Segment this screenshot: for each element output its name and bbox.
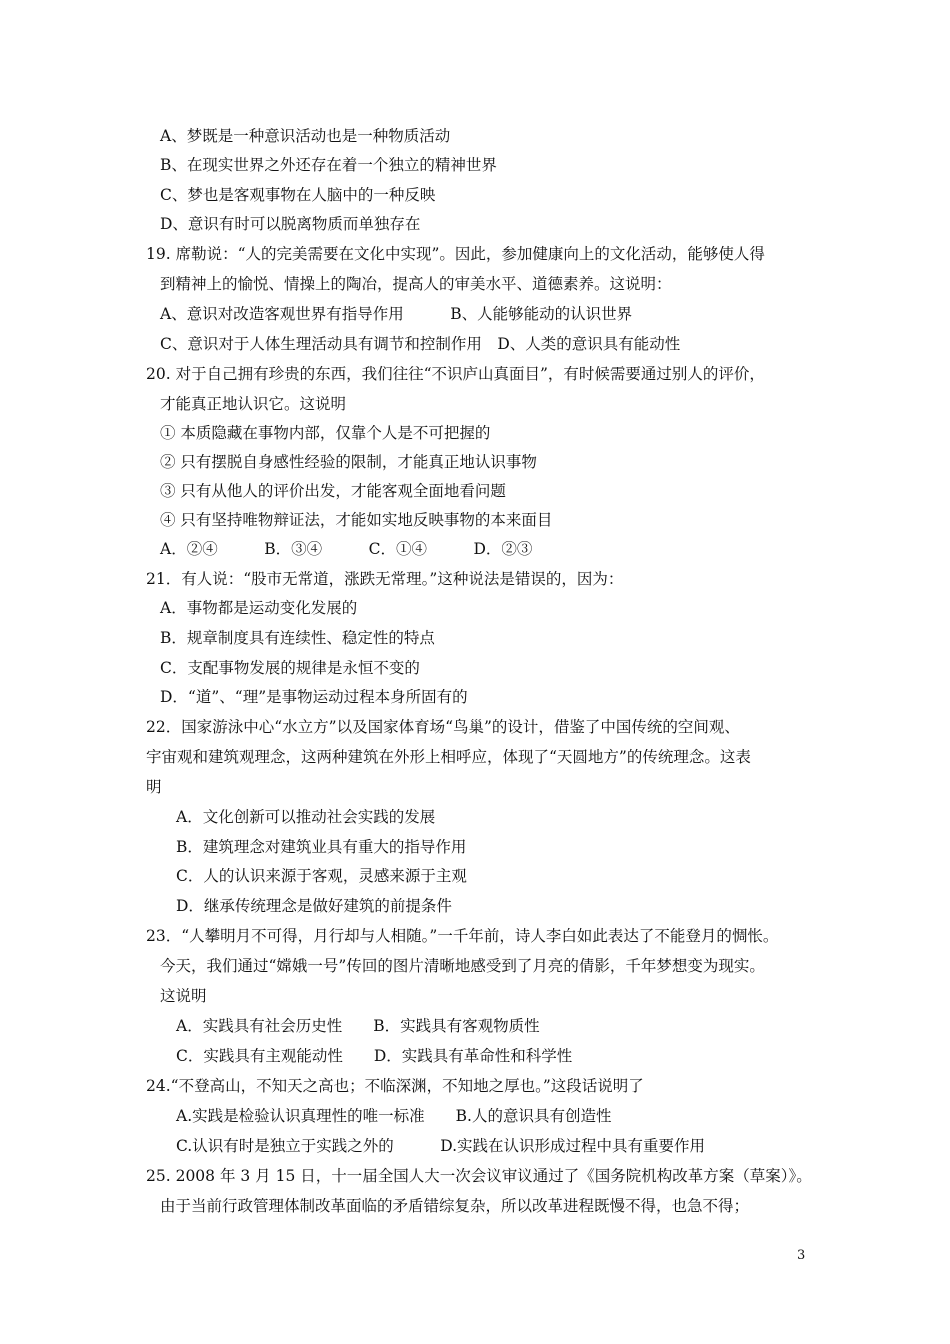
option-22-a: A．文化创新可以推动社会实践的发展 bbox=[176, 808, 436, 826]
option-22-d: D．继承传统理念是做好建筑的前提条件 bbox=[176, 897, 452, 915]
option-21-b: B．规章制度具有连续性、稳定性的特点 bbox=[160, 629, 435, 647]
question-23-line2: 今天，我们通过“嫦娥一号”传回的图片清晰地感受到了月亮的倩影，千年梦想变为现实。 bbox=[160, 957, 765, 975]
question-24: 24.“不登高山，不知天之高也；不临深渊，不知地之厚也。”这段话说明了 bbox=[146, 1077, 644, 1095]
options-19-cd: C、意识对于人体生理活动具有调节和控制作用 D、人类的意识具有能动性 bbox=[160, 335, 681, 353]
statement-20-2: ② 只有摆脱自身感性经验的限制，才能真正地认识事物 bbox=[160, 453, 537, 471]
question-19-line1: 19. 席勒说：“人的完美需要在文化中实现”。因此，参加健康向上的文化活动，能够使人得 bbox=[146, 245, 765, 263]
question-23-line1: 23．“人攀明月不可得，月行却与人相随。”一千年前，诗人李白如此表达了不能登月的惆怅。 bbox=[146, 927, 779, 945]
options-24-cd: C.认识有时是独立于实践之外的 D.实践在认识形成过程中具有重要作用 bbox=[176, 1137, 706, 1155]
options-19-ab: A、意识对改造客观世界有指导作用 B、人能够能动的认识世界 bbox=[160, 305, 633, 323]
statement-20-1: ① 本质隐藏在事物内部，仅靠个人是不可把握的 bbox=[160, 424, 491, 442]
option-21-a: A．事物都是运动变化发展的 bbox=[160, 599, 358, 617]
question-25-line2: 由于当前行政管理体制改革面临的矛盾错综复杂，所以改革进程既慢不得，也急不得； bbox=[160, 1197, 750, 1215]
option-22-c: C．人的认识来源于客观，灵感来源于主观 bbox=[176, 867, 467, 885]
question-23-line3: 这说明 bbox=[160, 987, 207, 1005]
option-18-a: A、梦既是一种意识活动也是一种物质活动 bbox=[160, 127, 451, 145]
question-22-line1: 22．国家游泳中心“水立方”以及国家体育场“鸟巢”的设计，借鉴了中国传统的空间观、 bbox=[146, 718, 740, 736]
statement-20-4: ④ 只有坚持唯物辩证法，才能如实地反映事物的本来面目 bbox=[160, 511, 553, 529]
question-22-line3: 明 bbox=[146, 778, 162, 796]
option-21-d: D．“道”、“理”是事物运动过程本身所固有的 bbox=[160, 688, 468, 706]
option-21-c: C．支配事物发展的规律是永恒不变的 bbox=[160, 659, 420, 677]
statement-20-3: ③ 只有从他人的评价出发，才能客观全面地看问题 bbox=[160, 482, 506, 500]
option-18-d: D、意识有时可以脱离物质而单独存在 bbox=[160, 215, 421, 233]
page-number: 3 bbox=[797, 1248, 806, 1263]
options-23-cd: C．实践具有主观能动性 D．实践具有革命性和科学性 bbox=[176, 1047, 573, 1065]
option-22-b: B．建筑理念对建筑业具有重大的指导作用 bbox=[176, 838, 467, 856]
options-20: A．②④ B．③④ C．①④ D．②③ bbox=[160, 540, 533, 558]
options-24-ab: A.实践是检验认识真理性的唯一标准 B.人的意识具有创造性 bbox=[176, 1107, 612, 1125]
question-19-line2: 到精神上的愉悦、情操上的陶冶，提高人的审美水平、道德素养。这说明： bbox=[160, 275, 672, 293]
question-25-line1: 25. 2008 年 3 月 15 日，十一届全国人大一次会议审议通过了《国务院机构改革方案（草案）》。 bbox=[146, 1167, 812, 1185]
question-21: 21．有人说：“股市无常道，涨跌无常理。”这种说法是错误的，因为： bbox=[146, 570, 624, 588]
option-18-c: C、梦也是客观事物在人脑中的一种反映 bbox=[160, 186, 436, 204]
question-22-line2: 宇宙观和建筑观理念，这两种建筑在外形上相呼应，体现了“天圆地方”的传统理念。这表 bbox=[146, 748, 751, 766]
question-20-line2: 才能真正地认识它。这说明 bbox=[160, 395, 347, 413]
question-20-line1: 20. 对于自己拥有珍贵的东西，我们往往“不识庐山真面目”，有时候需要通过别人的评价， bbox=[146, 365, 765, 383]
options-23-ab: A．实践具有社会历史性 B．实践具有客观物质性 bbox=[176, 1017, 540, 1035]
option-18-b: B、在现实世界之外还存在着一个独立的精神世界 bbox=[160, 156, 497, 174]
